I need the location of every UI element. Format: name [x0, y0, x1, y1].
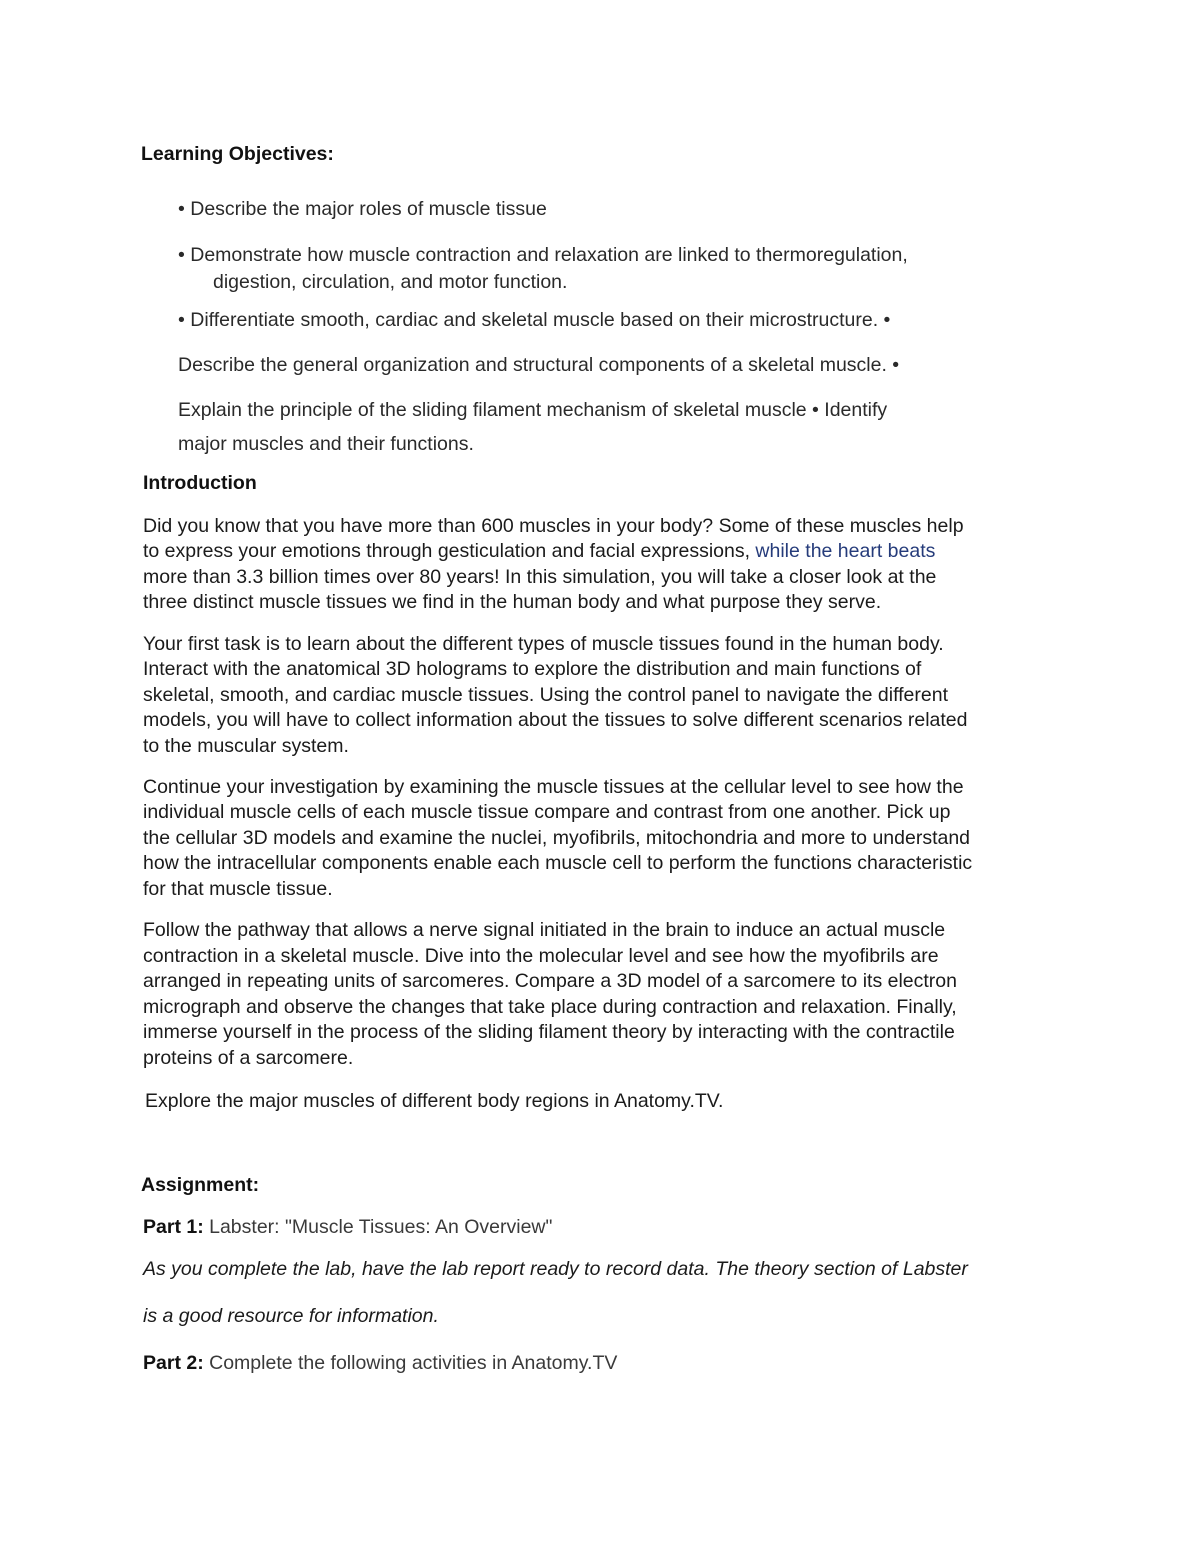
intro-p2-line: Your first task is to learn about the different types of muscle tissues found in the human body. — [143, 633, 944, 655]
objective-item: • Demonstrate how muscle contraction and relaxation are linked to thermoregulation, — [178, 244, 908, 266]
intro-p2-line: models, you will have to collect information about the tissues to solve different scenarios related — [143, 709, 968, 731]
intro-p4-line: immerse yourself in the process of the sliding filament theory by interacting with the contractile — [143, 1021, 955, 1043]
intro-p1-line: more than 3.3 billion times over 80 years! In this simulation, you will take a closer look at the — [143, 566, 937, 588]
intro-p3-line: for that muscle tissue. — [143, 878, 333, 900]
objective-item: Describe the general organization and structural components of a skeletal muscle. • — [178, 354, 900, 376]
intro-p1-line: Did you know that you have more than 600 muscles in your body? Some of these muscles help — [143, 515, 964, 537]
objective-item: • Describe the major roles of muscle tissue — [178, 198, 547, 220]
intro-p3-line: how the intracellular components enable each muscle cell to perform the functions characteristic — [143, 852, 973, 874]
intro-p3-line: Continue your investigation by examining the muscle tissues at the cellular level to see how the — [143, 776, 964, 798]
intro-p3-line: individual muscle cells of each muscle tissue compare and contrast from one another. Pick up — [143, 801, 951, 823]
objective-item: digestion, circulation, and motor function. — [213, 271, 568, 293]
intro-p4-line: proteins of a sarcomere. — [143, 1047, 354, 1069]
intro-p4-line: Follow the pathway that allows a nerve signal initiated in the brain to induce an actual muscle — [143, 919, 946, 941]
intro-p4-line: arranged in repeating units of sarcomeres. Compare a 3D model of a sarcomere to its electron — [143, 970, 957, 992]
part2-line — [143, 1351, 617, 1376]
assignment-heading: Assignment: — [141, 1174, 260, 1196]
objective-item: • Differentiate smooth, cardiac and skeletal muscle based on their microstructure. • — [178, 309, 891, 331]
intro-p2-line: to the muscular system. — [143, 735, 349, 757]
intro-p1-text: to express your emotions through gesticulation and facial expressions, — [143, 540, 756, 562]
part1-line — [143, 1215, 552, 1240]
intro-p4-line: contraction in a skeletal muscle. Dive into the molecular level and see how the myofibrils are — [143, 945, 939, 967]
heart-beats-link[interactable]: while the heart beats — [755, 540, 936, 562]
intro-p2-line: Interact with the anatomical 3D holograms to explore the distribution and main functions of — [143, 658, 922, 680]
part1-label: Part 1: — [143, 1216, 204, 1238]
part1-text: Labster: "Muscle Tissues: An Overview" — [203, 1216, 553, 1238]
intro-p1-line: three distinct muscle tissues we find in the human body and what purpose they serve. — [143, 591, 882, 613]
intro-p5: Explore the major muscles of different body regions in Anatomy.TV. — [145, 1090, 724, 1112]
intro-p2-line: skeletal, smooth, and cardiac muscle tissues. Using the control panel to navigate the different — [143, 684, 949, 706]
objective-item: major muscles and their functions. — [178, 433, 474, 455]
assignment-note-line: is a good resource for information. — [143, 1305, 439, 1327]
part2-label: Part 2: — [143, 1352, 204, 1374]
part2-text: Complete the following activities in Anatomy.TV — [203, 1352, 618, 1374]
intro-p3-line: the cellular 3D models and examine the nuclei, myofibrils, mitochondria and more to understand — [143, 827, 971, 849]
objectives-heading: Learning Objectives: — [141, 143, 334, 165]
objective-item: Explain the principle of the sliding filament mechanism of skeletal muscle • Identify — [178, 399, 888, 421]
intro-p4-line: micrograph and observe the changes that take place during contraction and relaxation. Finally, — [143, 996, 957, 1018]
intro-p1-line — [143, 539, 935, 564]
introduction-heading: Introduction — [143, 472, 257, 494]
assignment-note-line: As you complete the lab, have the lab report ready to record data. The theory section of Labster — [143, 1258, 968, 1280]
